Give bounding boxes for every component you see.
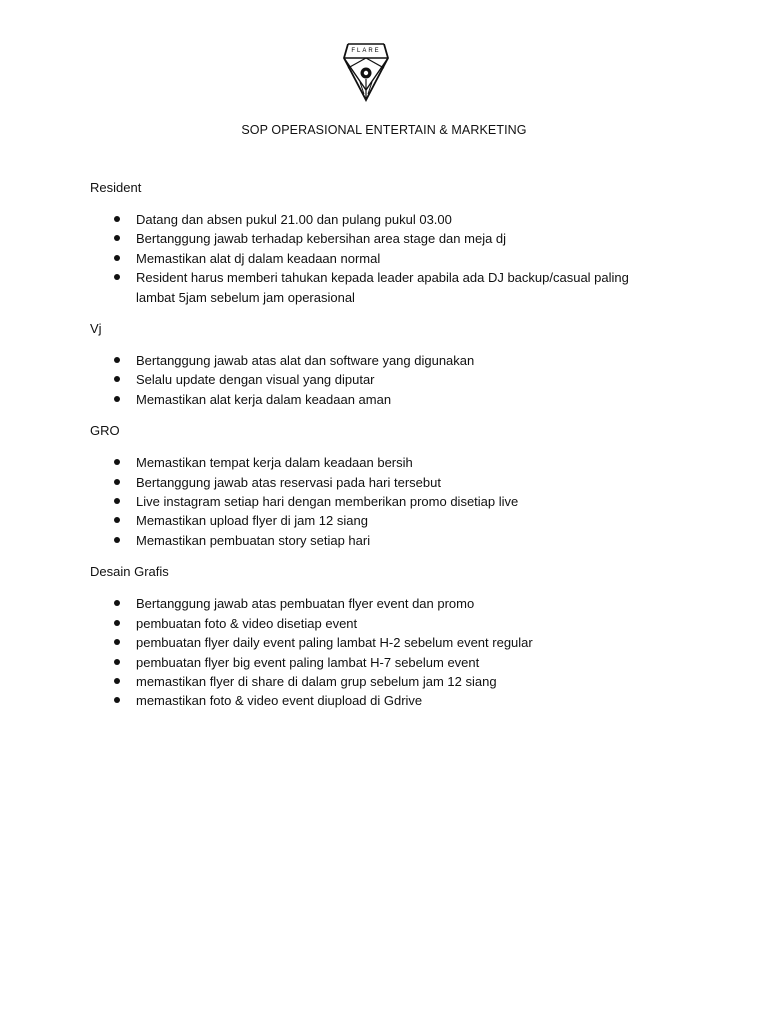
list-item-text: Bertanggung jawab atas pembuatan flyer event dan promo bbox=[136, 596, 475, 612]
list-item bbox=[90, 492, 670, 511]
bullet-icon bbox=[114, 620, 120, 626]
bullet-icon bbox=[114, 697, 120, 703]
section-heading: GRO bbox=[90, 423, 120, 439]
section-desain-grafis bbox=[90, 564, 670, 710]
list-item-text: Selalu update dengan visual yang diputar bbox=[136, 372, 375, 388]
list-item bbox=[90, 672, 670, 691]
list-item-text: Bertanggung jawab atas reservasi pada hari tersebut bbox=[136, 474, 441, 490]
list-item bbox=[90, 210, 670, 229]
bullet-icon bbox=[114, 274, 120, 280]
list-item-text: Resident harus memberi tahukan kepada leader apabila ada DJ backup/casual paling lambat 5jam sebelum jam operasional bbox=[136, 270, 629, 305]
list-item-text: pembuatan flyer big event paling lambat H-7 sebelum event bbox=[136, 654, 480, 670]
bullet-icon bbox=[114, 498, 120, 504]
bullet-icon bbox=[114, 396, 120, 402]
bullet-icon bbox=[114, 639, 120, 645]
list-item bbox=[90, 633, 670, 652]
section-resident bbox=[90, 180, 670, 307]
list-item-text: memastikan flyer di share di dalam grup sebelum jam 12 siang bbox=[136, 673, 497, 689]
bullet-icon bbox=[114, 659, 120, 665]
bullet-icon bbox=[114, 216, 120, 222]
section-vj bbox=[90, 321, 670, 409]
flare-logo bbox=[336, 40, 396, 104]
list-item-text: Live instagram setiap hari dengan memberikan promo disetiap live bbox=[136, 494, 519, 510]
list-item bbox=[90, 229, 670, 248]
section-heading: Desain Grafis bbox=[90, 564, 169, 580]
list-item-text: memastikan foto & video event diupload di Gdrive bbox=[136, 693, 423, 709]
logo-text: FLARE bbox=[351, 48, 381, 54]
list-item-text: Memastikan tempat kerja dalam keadaan bersih bbox=[136, 455, 413, 471]
bullet-icon bbox=[114, 600, 120, 606]
list-item bbox=[90, 594, 670, 613]
bullet-list bbox=[90, 210, 670, 307]
list-item bbox=[90, 268, 670, 307]
document-title: SOP OPERASIONAL ENTERTAIN & MARKETING bbox=[241, 123, 527, 137]
bullet-icon bbox=[114, 376, 120, 382]
list-item bbox=[90, 390, 670, 409]
list-item bbox=[90, 531, 670, 550]
bullet-icon bbox=[114, 357, 120, 363]
list-item-text: Bertanggung jawab atas alat dan software yang digunakan bbox=[136, 353, 475, 369]
list-item bbox=[90, 453, 670, 472]
list-item-text: Datang dan absen pukul 21.00 dan pulang pukul 03.00 bbox=[136, 212, 452, 227]
list-item bbox=[90, 691, 670, 710]
bullet-icon bbox=[114, 678, 120, 684]
list-item-text: Memastikan alat kerja dalam keadaan aman bbox=[136, 391, 392, 407]
list-item-text: pembuatan foto & video disetiap event bbox=[136, 615, 358, 631]
list-item bbox=[90, 653, 670, 672]
section-heading: Resident bbox=[90, 180, 142, 195]
bullet-icon bbox=[114, 255, 120, 261]
list-item bbox=[90, 370, 670, 389]
bullet-list bbox=[90, 594, 670, 710]
list-item bbox=[90, 614, 670, 633]
list-item bbox=[90, 511, 670, 530]
list-item-text: Memastikan alat dj dalam keadaan normal bbox=[136, 250, 381, 266]
list-item bbox=[90, 473, 670, 492]
flare-triangle-logo-icon bbox=[336, 40, 396, 104]
bullet-icon bbox=[114, 537, 120, 543]
list-item-text: Bertanggung jawab terhadap kebersihan area stage dan meja dj bbox=[136, 231, 507, 247]
list-item bbox=[90, 351, 670, 370]
bullet-icon bbox=[114, 479, 120, 485]
bullet-list bbox=[90, 453, 670, 550]
bullet-icon bbox=[114, 459, 120, 465]
list-item-text: Memastikan pembuatan story setiap hari bbox=[136, 532, 371, 548]
list-item-text: pembuatan flyer daily event paling lambat H-2 sebelum event regular bbox=[136, 635, 533, 651]
bullet-list bbox=[90, 351, 670, 409]
list-item-text: Memastikan upload flyer di jam 12 siang bbox=[136, 513, 368, 529]
bullet-icon bbox=[114, 517, 120, 523]
document-body bbox=[90, 180, 670, 725]
section-heading: Vj bbox=[90, 321, 102, 337]
section-gro bbox=[90, 423, 670, 550]
bullet-icon bbox=[114, 235, 120, 241]
list-item bbox=[90, 249, 670, 268]
